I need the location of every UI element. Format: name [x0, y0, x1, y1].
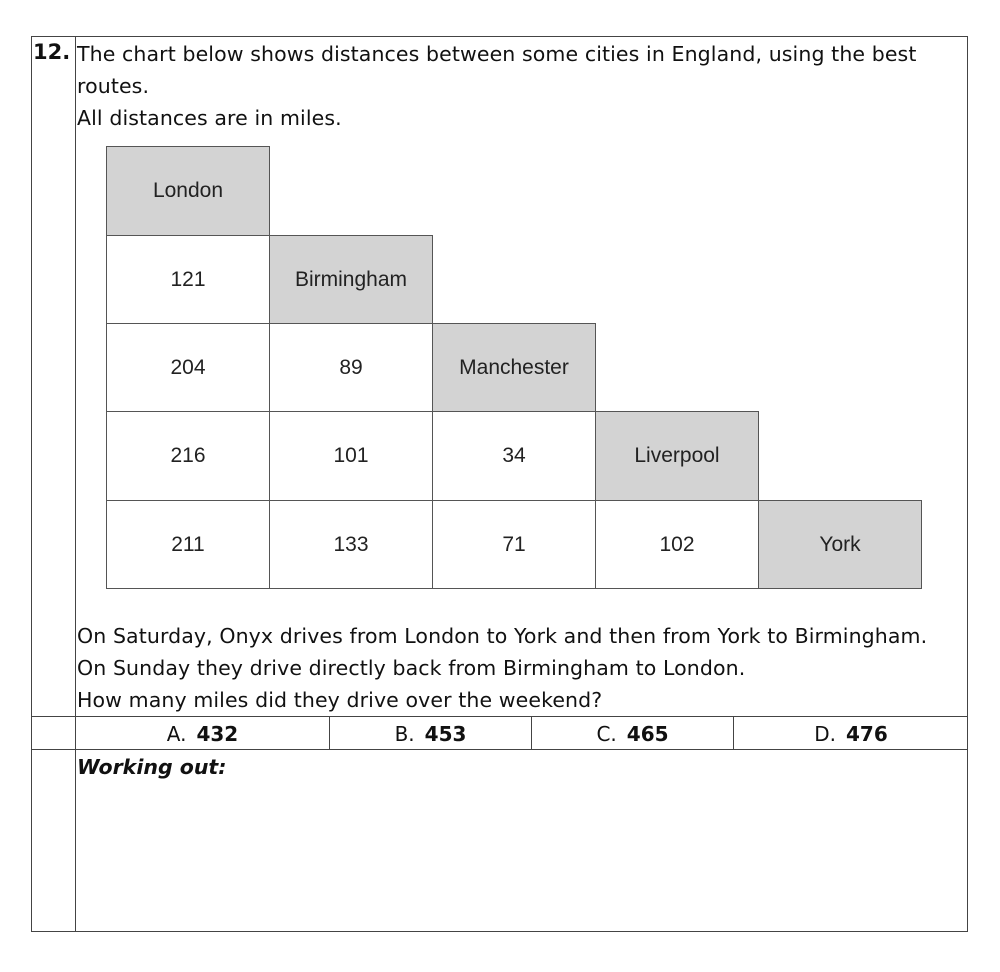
bottom-rule-right [75, 931, 968, 932]
distance-manchester-york: 71 [432, 500, 596, 589]
distance-birmingham-liverpool: 101 [269, 411, 433, 501]
option-b[interactable] [330, 718, 531, 749]
option-c-value: 465 [626, 721, 669, 746]
distance-london-manchester: 204 [106, 323, 270, 412]
distance-birmingham-york: 133 [269, 500, 433, 589]
options-bottom-rule [31, 749, 968, 750]
option-c-letter: C. [596, 721, 617, 746]
option-d[interactable] [734, 718, 968, 749]
question-number: 12. [33, 40, 71, 64]
scenario-line-3: How many miles did they drive over the weekend? [77, 688, 603, 712]
option-a-value: 432 [196, 721, 239, 746]
option-d-letter: D. [814, 721, 836, 746]
city-birmingham: Birmingham [269, 235, 433, 324]
working-out-label: Working out: [77, 755, 227, 779]
options-top-rule [31, 716, 968, 717]
question-line-3: All distances are in miles. [77, 106, 342, 130]
bottom-rule-left [31, 931, 76, 932]
option-a-letter: A. [166, 721, 187, 746]
city-london: London [106, 146, 270, 236]
scenario-line-1: On Saturday, Onyx drives from London to York and then from York to Birmingham. [77, 624, 928, 648]
city-liverpool: Liverpool [595, 411, 759, 501]
scenario-line-2: On Sunday they drive directly back from Birmingham to London. [77, 656, 746, 680]
option-b-value: 453 [424, 721, 467, 746]
city-manchester: Manchester [432, 323, 596, 412]
distance-manchester-liverpool: 34 [432, 411, 596, 501]
city-york: York [758, 500, 922, 589]
number-column-divider [75, 36, 76, 932]
option-a[interactable] [76, 718, 329, 749]
distance-london-birmingham: 121 [106, 235, 270, 324]
option-c[interactable] [532, 718, 733, 749]
option-b-letter: B. [394, 721, 415, 746]
question-line-1: The chart below shows distances between some cities in England, using the best [77, 42, 917, 66]
distance-london-york: 211 [106, 500, 270, 589]
option-d-value: 476 [846, 721, 888, 746]
question-line-2: routes. [77, 74, 150, 98]
distance-birmingham-manchester: 89 [269, 323, 433, 412]
distance-london-liverpool: 216 [106, 411, 270, 501]
distance-liverpool-york: 102 [595, 500, 759, 589]
